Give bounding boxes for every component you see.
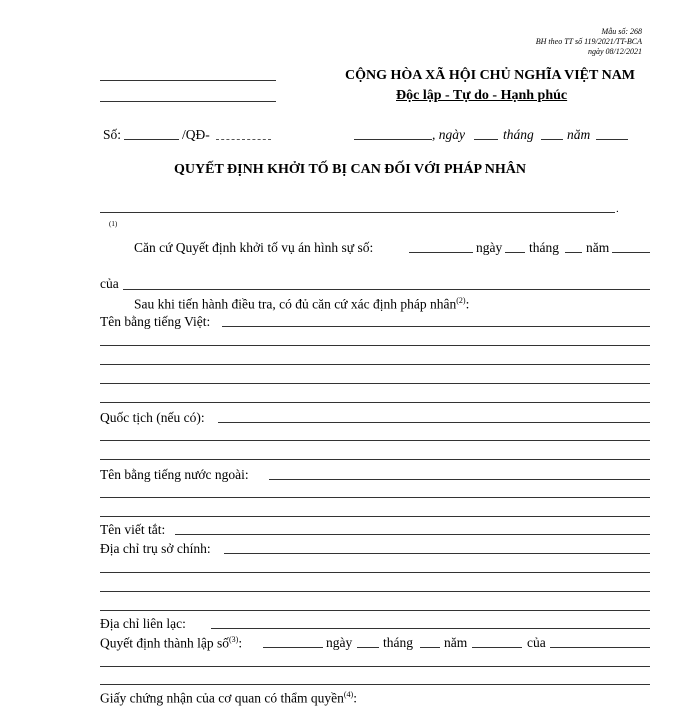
form-basis: BH theo TT số 119/2021/TT-BCA: [535, 37, 642, 46]
so-label: Số:: [103, 127, 122, 142]
qd-thanh-lap-line-3: [100, 684, 650, 685]
qd-thanh-lap-number-blank: [263, 647, 323, 648]
can-cu-ngay-blank: [505, 252, 525, 253]
qd-thanh-lap-cua: của: [527, 635, 546, 650]
qd-thanh-lap-text: [100, 635, 242, 652]
qd-thanh-lap-ngay: ngày: [326, 635, 353, 650]
so-blank: [124, 139, 179, 140]
quoc-tich-line-2: [100, 440, 650, 441]
sau-khi-colon: :: [465, 296, 470, 312]
dia-chi-lien-lac-blank: [211, 628, 650, 629]
date-nam-blank: [596, 139, 628, 140]
can-cu-nam: năm: [586, 240, 610, 255]
quoc-tich-blank: [218, 422, 650, 423]
dia-chi-tru-so-blank: [224, 553, 650, 554]
ten-viet-line-3: [100, 364, 650, 365]
can-cu-ngay: ngày: [476, 240, 503, 255]
date-thang-blank: [541, 139, 563, 140]
sau-khi-main: Sau khi tiến hành điều tra, có đủ căn cứ xác định pháp nhân: [134, 296, 457, 312]
footnote-marker-4: (4): [343, 690, 354, 699]
quoc-tich-label: Quốc tịch (nếu có):: [100, 410, 205, 425]
can-cu-label: Căn cứ Quyết định khởi tố vụ án hình sự số:: [134, 240, 374, 255]
ten-nuoc-ngoai-blank: [269, 479, 650, 480]
cua-blank: [123, 289, 650, 290]
ten-viet-line-5: [100, 402, 650, 403]
dia-chi-tru-so-line-2: [100, 572, 650, 573]
dia-chi-tru-so-line-4: [100, 610, 650, 611]
ten-viet-blank: [222, 326, 650, 327]
qd-thanh-lap-line-2: [100, 666, 650, 667]
dia-chi-lien-lac-label: Địa chỉ liên lạc:: [100, 616, 186, 631]
qd-label: /QĐ-: [182, 127, 210, 142]
giay-chung-nhan-label: Giấy chứng nhận của cơ quan có thẩm quyền: [100, 690, 344, 706]
qd-thanh-lap-thang-blank: [420, 647, 440, 648]
date-ngay-blank: [474, 139, 498, 140]
giay-chung-nhan-colon: :: [353, 690, 357, 706]
ten-viet-tat-label: Tên viết tắt:: [100, 522, 166, 537]
ten-nuoc-ngoai-line-2: [100, 497, 650, 498]
qd-thanh-lap-colon: :: [238, 635, 243, 651]
date-thang-label: tháng: [503, 127, 534, 142]
country-name: CỘNG HÒA XÃ HỘI CHỦ NGHĨA VIỆT NAM: [345, 68, 636, 83]
quoc-tich-line-3: [100, 459, 650, 460]
qd-thanh-lap-ngay-blank: [357, 647, 379, 648]
form-number-note: [536, 27, 642, 57]
ten-nuoc-ngoai-line-3: [100, 516, 650, 517]
document-title: QUYẾT ĐỊNH KHỞI TỐ BỊ CAN ĐỐI VỚI PHÁP NHÂN: [174, 162, 526, 177]
can-cu-thang: tháng: [529, 240, 559, 255]
qd-blank: [216, 139, 271, 140]
date-nam-label: năm: [567, 127, 591, 142]
date-ngay-label: , ngày: [432, 127, 465, 142]
footnote-marker-1: (1): [109, 220, 118, 228]
authority-line: [100, 212, 615, 213]
giay-chung-nhan-text: [100, 690, 357, 707]
ten-viet-tat-blank: [175, 534, 650, 535]
footnote-marker-2: (2): [456, 296, 466, 305]
authority-dot: .: [616, 203, 619, 215]
ten-nuoc-ngoai-label: Tên bằng tiếng nước ngoài:: [100, 467, 249, 482]
qd-thanh-lap-label: Quyết định thành lập số: [100, 635, 229, 651]
dia-chi-tru-so-label: Địa chỉ trụ sở chính:: [100, 541, 211, 556]
agency-line-1: [100, 80, 276, 81]
form-date: ngày 08/12/2021: [588, 47, 642, 56]
dia-chi-tru-so-line-3: [100, 591, 650, 592]
ten-viet-line-4: [100, 383, 650, 384]
can-cu-thang-blank: [565, 252, 582, 253]
place-blank: [354, 139, 432, 140]
ten-viet-label: Tên bằng tiếng Việt:: [100, 314, 211, 329]
footnote-marker-3: (3): [228, 635, 239, 644]
form-number: Mẫu số: 268: [601, 27, 642, 36]
national-motto: Độc lập - Tự do - Hạnh phúc: [396, 88, 568, 103]
qd-thanh-lap-nam-blank: [472, 647, 522, 648]
sau-khi-text: [134, 296, 469, 313]
qd-thanh-lap-nam: năm: [444, 635, 468, 650]
can-cu-nam-blank: [612, 252, 650, 253]
qd-thanh-lap-cua-blank: [550, 647, 650, 648]
agency-line-2: [100, 101, 276, 102]
ten-viet-line-2: [100, 345, 650, 346]
qd-thanh-lap-thang: tháng: [383, 635, 413, 650]
cua-label: của: [100, 276, 119, 291]
case-number-blank: [409, 252, 473, 253]
